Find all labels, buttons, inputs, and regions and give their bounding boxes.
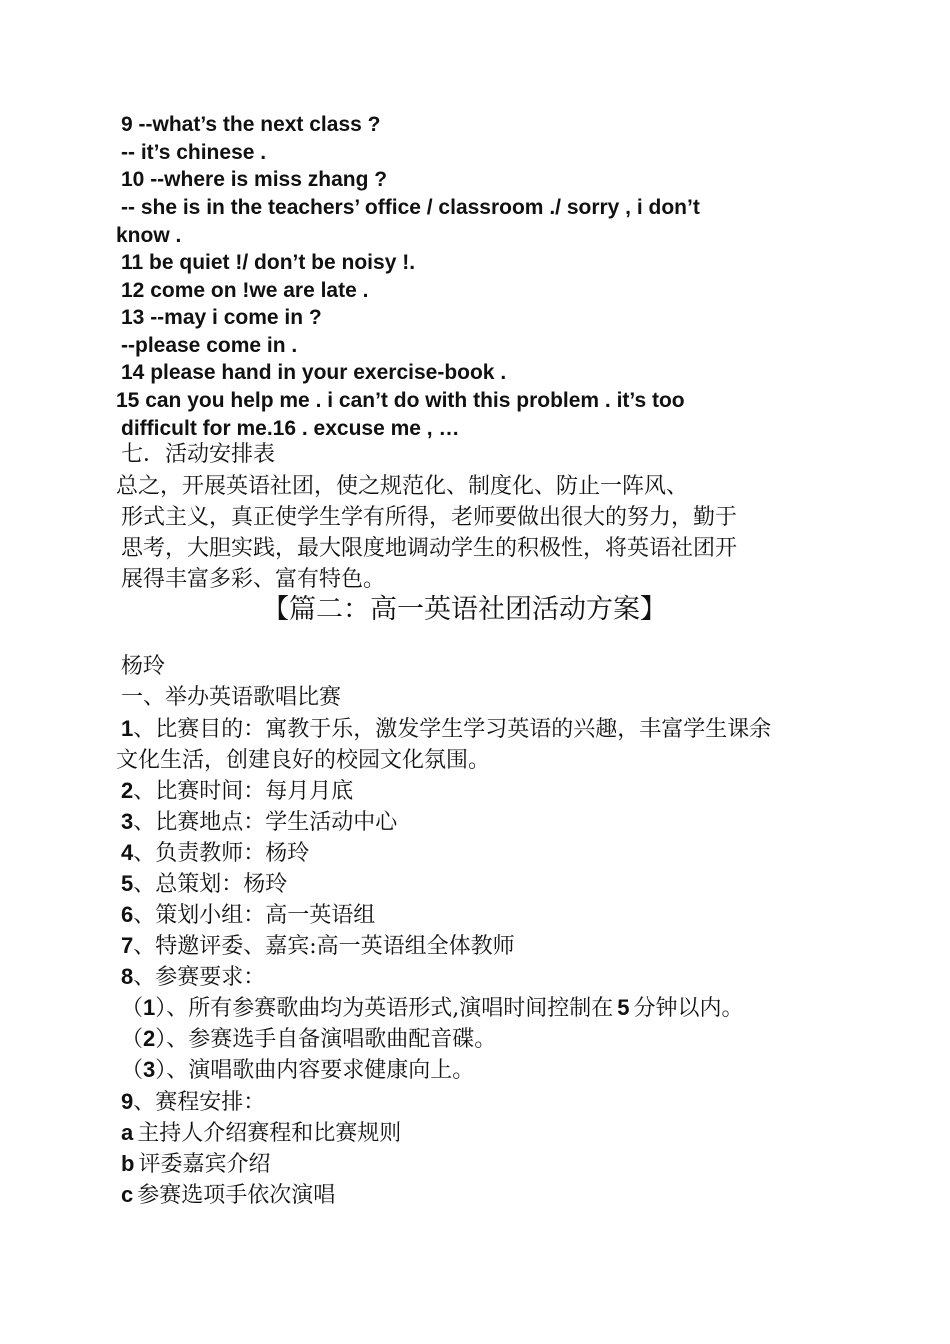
english-line: 10 --where is miss zhang ? xyxy=(121,168,388,191)
item-number: 3 xyxy=(121,809,134,834)
schedule-text: 主持人介绍赛程和比赛规则 xyxy=(137,1121,402,1146)
english-line: 14 please hand in your exercise-book . xyxy=(121,361,507,384)
requirement-item xyxy=(121,1059,474,1082)
section-title: 【篇二：高一英语社团活动方案】 xyxy=(262,594,667,625)
english-line: -- it’s chinese . xyxy=(121,141,267,164)
list-item xyxy=(121,935,515,958)
english-line: 13 --may i come in ? xyxy=(121,306,322,329)
requirement-number: 2 xyxy=(143,1026,156,1051)
item-text: 、比赛时间：每月月底 xyxy=(133,779,354,804)
requirement-item xyxy=(121,1028,496,1051)
item-text: 、策划小组：高一英语组 xyxy=(133,903,376,928)
english-line: -- she is in the teachers’ office / classroom ./ sorry , i don’t xyxy=(121,196,700,219)
item-text: 文化生活，创建良好的校园文化氛围。 xyxy=(116,748,491,773)
schedule-letter: a xyxy=(121,1120,134,1145)
item-text: 、比赛地点：学生活动中心 xyxy=(133,810,398,835)
list-item xyxy=(121,811,397,834)
requirement-minutes: 5 xyxy=(617,995,630,1020)
heading-one: 一、举办英语歌唱比赛 xyxy=(121,685,342,710)
english-line: --please come in . xyxy=(121,334,298,357)
requirement-text-tail: 分钟以内。 xyxy=(633,996,744,1021)
requirement-text: ）、所有参赛歌曲均为英语形式,演唱时间控制在 xyxy=(155,996,614,1021)
list-item xyxy=(121,966,265,989)
requirement-item xyxy=(121,997,744,1020)
summary-line: 总之，开展英语社团，使之规范化、制度化、防止一阵风、 xyxy=(116,474,689,499)
schedule-heading xyxy=(121,1091,265,1114)
schedule-item xyxy=(121,1184,335,1207)
item-text: 、总策划：杨玲 xyxy=(133,872,288,897)
schedule-item xyxy=(121,1153,270,1176)
item-text: 、参赛要求： xyxy=(133,965,266,990)
requirement-paren: （ xyxy=(121,1058,144,1083)
section-heading: 七．活动安排表 xyxy=(121,442,276,467)
schedule-text: 评委嘉宾介绍 xyxy=(138,1152,271,1177)
summary-line: 形式主义，真正使学生学有所得，老师要做出很大的努力，勤于 xyxy=(121,505,738,530)
list-item xyxy=(116,749,490,772)
list-item xyxy=(121,904,375,927)
requirement-paren: （ xyxy=(121,1027,144,1052)
item-text: 、负责教师：杨玲 xyxy=(133,841,310,866)
schedule-item xyxy=(121,1122,401,1145)
item-number: 8 xyxy=(121,964,134,989)
list-item xyxy=(121,842,309,865)
english-line: difficult for me.16 . excuse me , … xyxy=(121,417,460,440)
list-item xyxy=(121,873,287,896)
author-name: 杨玲 xyxy=(121,654,166,679)
schedule-letter: b xyxy=(121,1151,135,1176)
item-number: 2 xyxy=(121,778,134,803)
summary-line: 思考，大胆实践，最大限度地调动学生的积极性，将英语社团开 xyxy=(121,536,738,561)
english-line: 15 can you help me . i can’t do with this problem . it’s too xyxy=(116,389,685,412)
english-line: 9 --what’s the next class ? xyxy=(121,113,381,136)
schedule-text: 参赛选项手依次演唱 xyxy=(137,1183,336,1208)
item-number: 1 xyxy=(121,716,134,741)
item-text: 、赛程安排： xyxy=(133,1090,266,1115)
item-number: 4 xyxy=(121,840,134,865)
english-line: 12 come on !we are late . xyxy=(121,279,369,302)
schedule-letter: c xyxy=(121,1182,134,1207)
item-number: 6 xyxy=(121,902,134,927)
item-number: 9 xyxy=(121,1089,134,1114)
item-text: 、特邀评委、嘉宾:高一英语组全体教师 xyxy=(133,934,515,959)
english-line: 11 be quiet !/ don’t be noisy !. xyxy=(121,251,416,274)
requirement-text: ）、演唱歌曲内容要求健康向上。 xyxy=(155,1058,475,1083)
requirement-number: 1 xyxy=(143,995,156,1020)
requirement-text: ）、参赛选手自备演唱歌曲配音碟。 xyxy=(155,1027,497,1052)
requirement-paren: （ xyxy=(121,996,144,1021)
item-text: 、比赛目的：寓教于乐，激发学生学习英语的兴趣，丰富学生课余 xyxy=(133,717,772,742)
list-item xyxy=(121,780,353,803)
requirement-number: 3 xyxy=(143,1057,156,1082)
english-line: know . xyxy=(116,224,182,247)
item-number: 7 xyxy=(121,933,134,958)
list-item xyxy=(121,718,771,741)
summary-line: 展得丰富多彩、富有特色。 xyxy=(121,567,386,592)
item-number: 5 xyxy=(121,871,134,896)
